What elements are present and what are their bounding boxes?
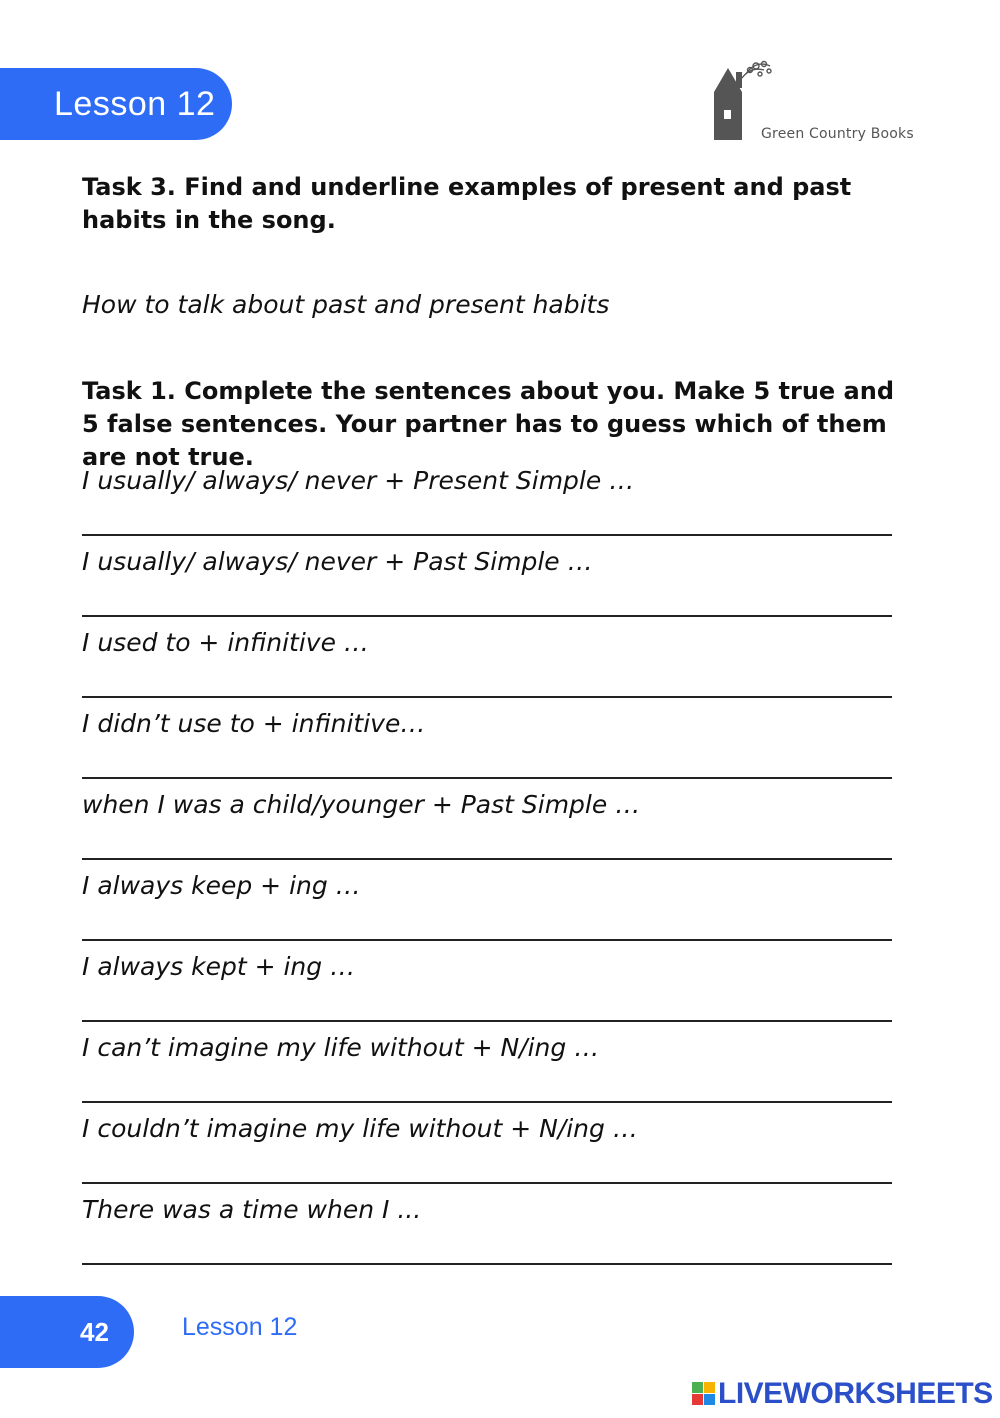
prompt-text: I usually/ always/ never + Past Simple … [82,547,593,576]
prompt-item [82,709,894,790]
task-3-heading: Task 3. Find and underline examples of present and past habits in the song. [82,173,852,234]
prompt-item [82,952,894,1033]
prompt-item [82,1114,894,1195]
prompt-text: I didn’t use to + infinitive… [82,709,426,738]
prompt-text: I usually/ always/ never + Present Simple … [82,466,635,495]
answer-line[interactable] [82,777,892,779]
lesson-tab: Lesson 12 [0,68,232,140]
prompt-item [82,790,894,871]
publisher-logo [712,58,912,148]
prompt-item [82,547,894,628]
prompt-item [82,628,894,709]
answer-line[interactable] [82,858,892,860]
answer-line[interactable] [82,1182,892,1184]
liveworksheets-icon [692,1382,716,1406]
section-subtitle: How to talk about past and present habits [82,290,610,319]
answer-line[interactable] [82,615,892,617]
prompt-text: I can’t imagine my life without + N/ing … [82,1033,600,1062]
answer-line[interactable] [82,1263,892,1265]
prompt-text: I always kept + ing … [82,952,356,981]
footer-lesson-label: Lesson 12 [182,1313,298,1341]
prompt-text: when I was a child/younger + Past Simple … [82,790,641,819]
liveworksheets-text: LIVEWORKSHEETS [718,1377,993,1410]
sentence-prompts [82,466,894,1276]
prompt-text: I couldn’t imagine my life without + N/ing … [82,1114,638,1143]
page-number-badge: 42 [0,1296,134,1368]
prompt-item [82,1195,894,1276]
answer-line[interactable] [82,1101,892,1103]
task-1-heading: Task 1. Complete the sentences about you. Make 5 true and 5 false sentences. Your partner has to guess which of them are not true. [82,377,895,471]
prompt-text: There was a time when I ... [82,1195,422,1224]
answer-line[interactable] [82,1020,892,1022]
prompt-item [82,871,894,952]
prompt-text: I used to + infinitive … [82,628,369,657]
answer-line[interactable] [82,696,892,698]
answer-line[interactable] [82,939,892,941]
prompt-text: I always keep + ing … [82,871,361,900]
answer-line[interactable] [82,534,892,536]
prompt-item [82,1033,894,1114]
publisher-name: Green Country Books [761,126,914,142]
prompt-item [82,466,894,547]
